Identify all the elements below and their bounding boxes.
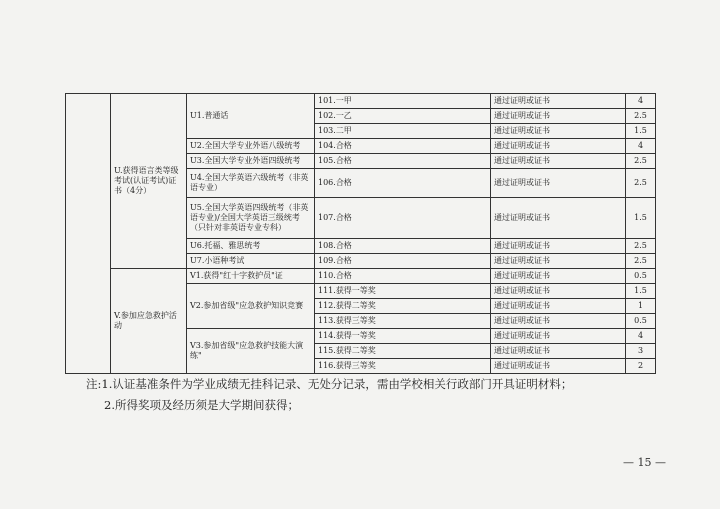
level-cell: 116.获得三等奖 <box>315 359 491 374</box>
evidence-cell: 通过证明或证书 <box>491 314 626 329</box>
item-v1: V1.获得"红十字救护员"证 <box>187 269 315 284</box>
evidence-cell: 通过证明或证书 <box>491 269 626 284</box>
evidence-cell: 通过证明或证书 <box>491 284 626 299</box>
note-line-2: 2.所得奖项及经历须是大学期间获得； <box>104 397 299 412</box>
score-cell: 2.5 <box>626 169 656 198</box>
evidence-cell: 通过证明或证书 <box>491 359 626 374</box>
item-u4: U4.全国大学英语六级统考（非英语专业） <box>187 169 315 198</box>
item-u7: U7.小语种考试 <box>187 254 315 269</box>
level-cell: 115.获得二等奖 <box>315 344 491 359</box>
evidence-cell: 通过证明或证书 <box>491 94 626 109</box>
item-u5: U5.全国大学英语四级统考（非英语专业)/全国大学英语三级统考（只针对非英语专业专科） <box>187 198 315 239</box>
level-cell: 102.一乙 <box>315 109 491 124</box>
score-cell: 4 <box>626 329 656 344</box>
score-cell: 1.5 <box>626 124 656 139</box>
level-cell: 104.合格 <box>315 139 491 154</box>
level-cell: 107.合格 <box>315 198 491 239</box>
score-cell: 1.5 <box>626 198 656 239</box>
evidence-cell: 通过证明或证书 <box>491 344 626 359</box>
item-u1: U1.普通话 <box>187 94 315 139</box>
level-cell: 111.获得一等奖 <box>315 284 491 299</box>
score-cell: 3 <box>626 344 656 359</box>
score-cell: 2.5 <box>626 154 656 169</box>
score-cell: 2.5 <box>626 254 656 269</box>
level-cell: 108.合格 <box>315 239 491 254</box>
page-number: — 15 — <box>623 456 666 469</box>
category-v: V.参加应急救护活动 <box>111 269 187 374</box>
category-u: U.获得语言类等级考试(认证考试)证书（4分） <box>111 94 187 269</box>
score-cell: 4 <box>626 94 656 109</box>
evidence-cell: 通过证明或证书 <box>491 299 626 314</box>
score-cell: 2 <box>626 359 656 374</box>
evidence-cell: 通过证明或证书 <box>491 329 626 344</box>
table-row <box>66 269 656 284</box>
level-cell: 113.获得三等奖 <box>315 314 491 329</box>
criteria-table <box>65 93 656 374</box>
evidence-cell: 通过证明或证书 <box>491 124 626 139</box>
level-cell: 112.获得二等奖 <box>315 299 491 314</box>
score-cell: 0.5 <box>626 314 656 329</box>
level-cell: 105.合格 <box>315 154 491 169</box>
level-cell: 110.合格 <box>315 269 491 284</box>
item-u2: U2.全国大学专业外语八级统考 <box>187 139 315 154</box>
footnotes <box>86 376 572 413</box>
evidence-cell: 通过证明或证书 <box>491 239 626 254</box>
score-cell: 1 <box>626 299 656 314</box>
evidence-cell: 通过证明或证书 <box>491 169 626 198</box>
level-cell: 103.二甲 <box>315 124 491 139</box>
score-cell: 2.5 <box>626 239 656 254</box>
level-cell: 109.合格 <box>315 254 491 269</box>
level-cell: 106.合格 <box>315 169 491 198</box>
score-cell: 4 <box>626 139 656 154</box>
score-cell: 0.5 <box>626 269 656 284</box>
item-u3: U3.全国大学专业外语四级统考 <box>187 154 315 169</box>
item-u6: U6.托福、雅思统考 <box>187 239 315 254</box>
level-cell: 114.获得一等奖 <box>315 329 491 344</box>
item-v2: V2.参加省级"应急救护知识竞赛 <box>187 284 315 329</box>
score-cell: 2.5 <box>626 109 656 124</box>
note-line-1: 注:1.认证基准条件为学业成绩无挂科记录、无处分记录，需由学校相关行政部门开具证明材料； <box>86 377 573 391</box>
evidence-cell: 通过证明或证书 <box>491 254 626 269</box>
evidence-cell: 通过证明或证书 <box>491 198 626 239</box>
evidence-cell: 通过证明或证书 <box>491 139 626 154</box>
evidence-cell: 通过证明或证书 <box>491 109 626 124</box>
item-v3: V3.参加省级"应急救护技能大演练" <box>187 329 315 374</box>
evidence-cell: 通过证明或证书 <box>491 154 626 169</box>
score-cell: 1.5 <box>626 284 656 299</box>
level-cell: 101.一甲 <box>315 94 491 109</box>
blank-cell <box>66 94 111 374</box>
table-row <box>66 94 656 109</box>
